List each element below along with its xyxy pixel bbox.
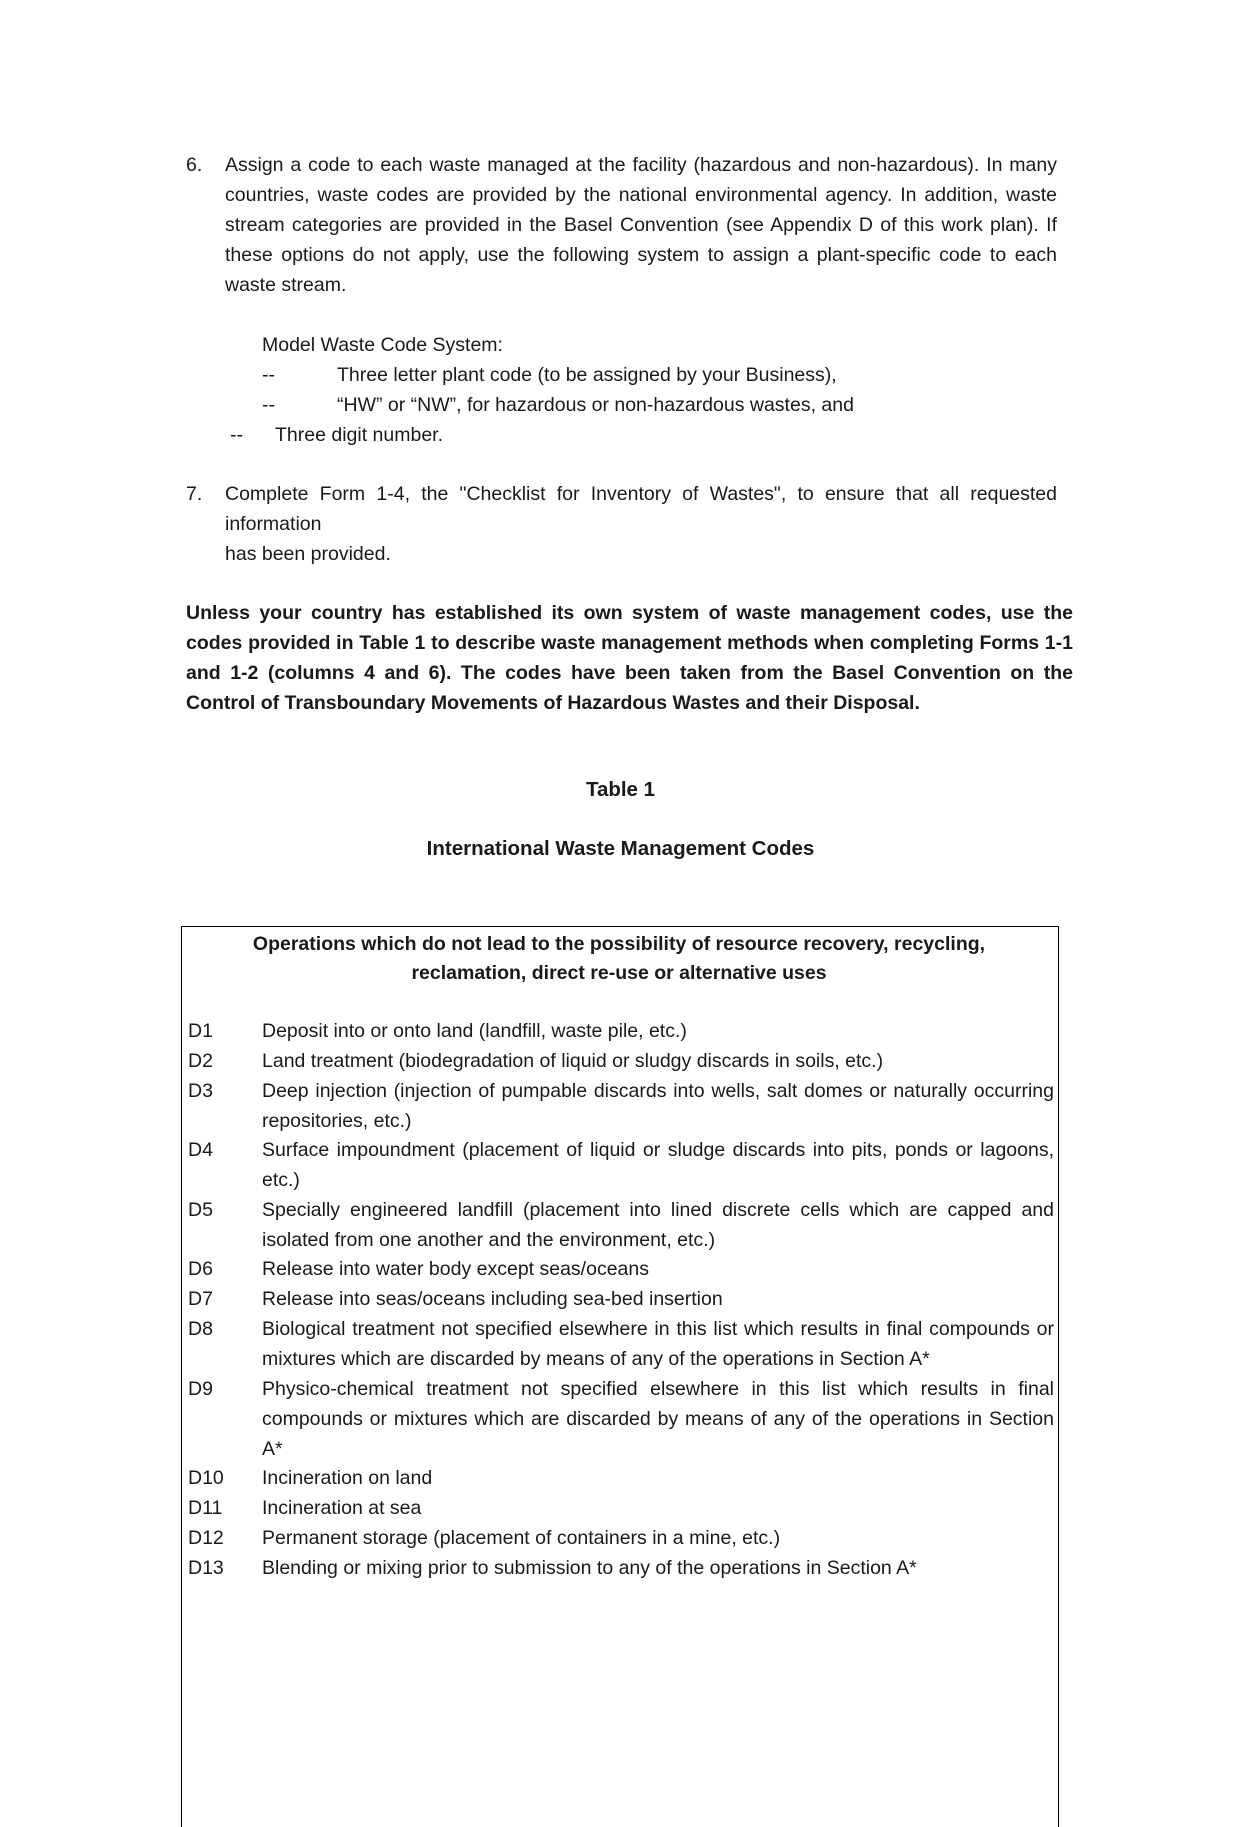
row-code-d5: D5: [188, 1199, 213, 1221]
row-desc-d8: Biological treatment not specified elsewhere in this list which results in final compounds or mixtures which are discarded by means of any of the operations in Section A*: [262, 1318, 1054, 1370]
row-code-d9: D9: [188, 1378, 213, 1400]
row-desc-d5: Specially engineered landfill (placement into lined discrete cells which are capped and isolated from one another and the environment, etc.): [262, 1199, 1054, 1251]
item-6-number: 6.: [186, 154, 203, 176]
item-7-line1: Complete Form 1-4, the "Checklist for Inventory of Wastes", to ensure that all requested: [225, 483, 1057, 505]
row-code-d10: D10: [188, 1467, 224, 1489]
table-title: International Waste Management Codes: [426, 837, 815, 860]
row-desc-d1: Deposit into or onto land (landfill, waste pile, etc.): [262, 1020, 687, 1042]
row-code-d8: D8: [188, 1318, 213, 1340]
item-7-line2: information: [225, 513, 322, 535]
item-7-line3: has been provided.: [225, 543, 391, 565]
bullet-1-dash: --: [262, 364, 275, 386]
row-desc-d2: Land treatment (biodegradation of liquid or sludgy discards in soils, etc.): [262, 1050, 884, 1072]
row-code-d1: D1: [188, 1020, 213, 1042]
section-heading-line-2: reclamation, direct re-use or alternative uses: [411, 962, 827, 984]
bullet-2-text: “HW” or “NW”, for hazardous or non-hazardous wastes, and: [337, 394, 854, 416]
row-desc-d6: Release into water body except seas/oceans: [262, 1258, 649, 1280]
bullet-1-text: Three letter plant code (to be assigned by your Business),: [337, 364, 837, 386]
row-code-d3: D3: [188, 1080, 213, 1102]
row-desc-d9: Physico-chemical treatment not specified elsewhere in this list which results in final compounds or mixtures which are discarded by means of any of the operations in Section A*: [262, 1378, 1054, 1460]
row-desc-d13: Blending or mixing prior to submission to any of the operations in Section A*: [262, 1557, 917, 1579]
row-code-d2: D2: [188, 1050, 213, 1072]
row-desc-d7: Release into seas/oceans including sea-bed insertion: [262, 1288, 723, 1310]
row-code-d6: D6: [188, 1258, 213, 1280]
table-label: Table 1: [585, 778, 656, 801]
bullet-3-text: Three digit number.: [275, 424, 444, 446]
section-heading-line-1: Operations which do not lead to the possibility of resource recovery, recycling,: [252, 933, 986, 955]
row-code-d4: D4: [188, 1139, 213, 1161]
row-code-d7: D7: [188, 1288, 213, 1310]
model-heading: Model Waste Code System:: [262, 334, 503, 356]
row-code-d11: D11: [188, 1497, 223, 1519]
row-code-d12: D12: [188, 1527, 224, 1549]
row-desc-d11: Incineration at sea: [262, 1497, 422, 1519]
bold-note: Unless your country has established its own system of waste management codes, use the codes provided in Table 1 to describe waste management methods when completing Forms 1-1 and 1-2 (columns 4 and 6). The codes have been taken from the Basel Convention on the Control of Transboundary Movements of Hazardous Wastes and their Disposal.: [186, 602, 1073, 714]
row-code-d13: D13: [188, 1557, 224, 1579]
row-desc-d4: Surface impoundment (placement of liquid or sludge discards into pits, ponds or lagoons, etc.): [262, 1139, 1054, 1191]
row-desc-d10: Incineration on land: [262, 1467, 433, 1489]
row-desc-d3: Deep injection (injection of pumpable discards into wells, salt domes or naturally occurring repositories, etc.): [262, 1080, 1054, 1132]
bullet-2-dash: --: [262, 394, 275, 416]
item-7-number: 7.: [186, 483, 203, 505]
bullet-3-dash: --: [230, 424, 243, 446]
row-desc-d12: Permanent storage (placement of containers in a mine, etc.): [262, 1527, 781, 1549]
item-6-text: Assign a code to each waste managed at the facility (hazardous and non-hazardous). In many countries, waste codes are provided by the national environmental agency. In addition, waste stream categories are provided in the Basel Convention (see Appendix D of this work plan). If these options do not apply, use the following system to assign a plant-specific code to each waste stream.: [225, 154, 1057, 296]
table-section-heading: [181, 926, 1057, 988]
